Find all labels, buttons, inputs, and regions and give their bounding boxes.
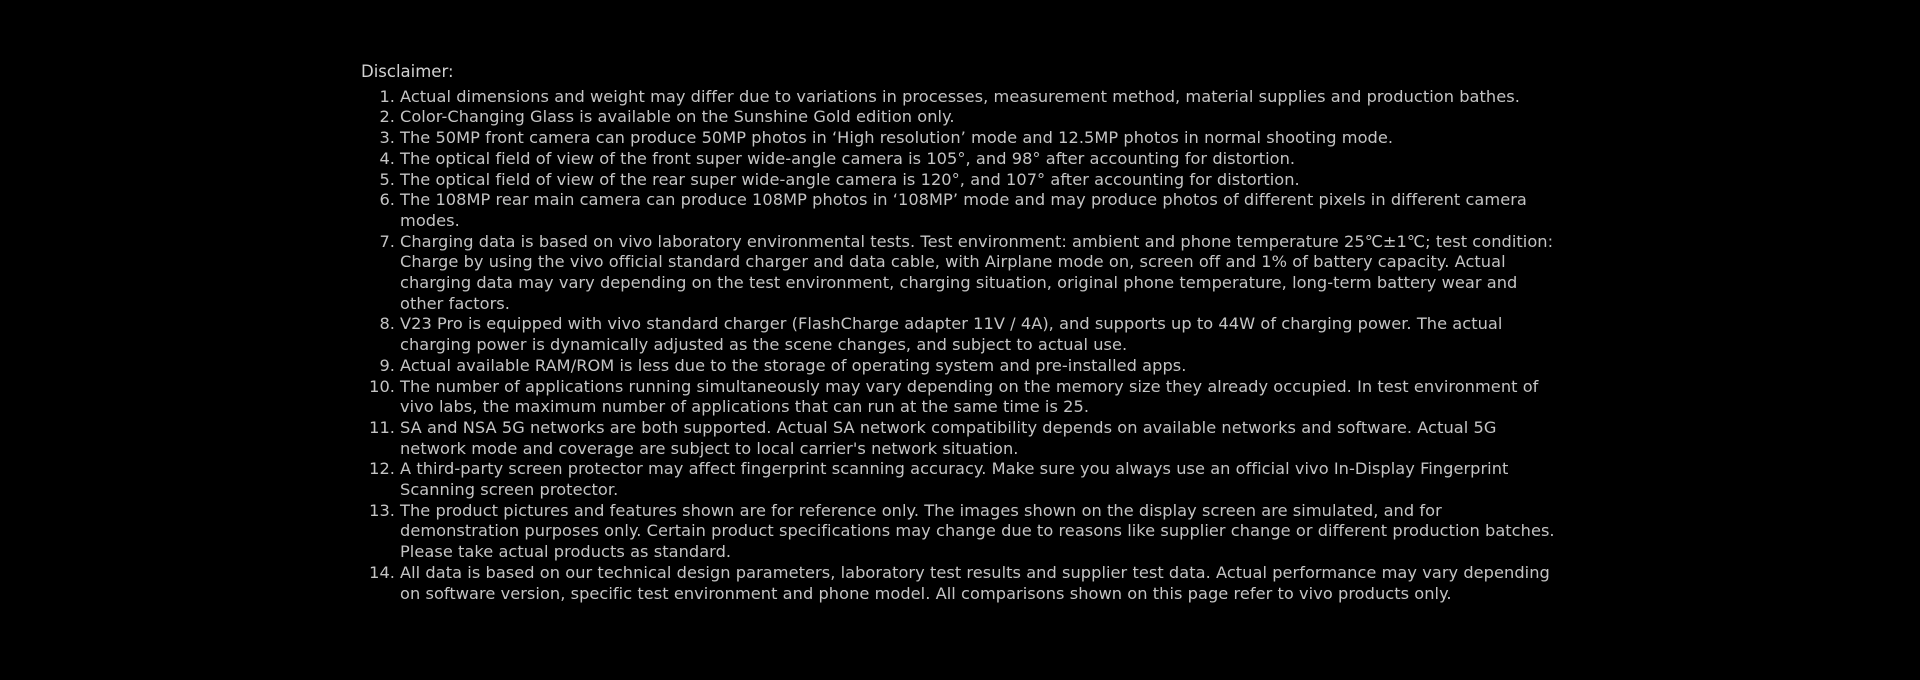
- item-number: 5.: [379, 169, 395, 189]
- item-number: 10.: [369, 376, 395, 396]
- disclaimer-item: [379, 190, 1561, 231]
- item-text: Color-Changing Glass is available on the Sunshine Gold edition only.: [400, 107, 955, 127]
- item-text: The 108MP rear main camera can produce 108MP photos in ‘108MP’ mode and may produce photos of different pixels in different camera modes.: [400, 190, 1527, 230]
- item-number: 9.: [379, 355, 395, 375]
- disclaimer-item: [369, 417, 1561, 459]
- disclaimer-item: [379, 314, 1561, 355]
- disclaimer-item: [379, 148, 1561, 170]
- item-number: 1.: [379, 86, 395, 106]
- item-number: 6.: [379, 190, 395, 210]
- item-number: 3.: [379, 128, 395, 148]
- item-number: 4.: [379, 148, 395, 168]
- item-number: 13.: [369, 500, 395, 520]
- item-text: A third-party screen protector may affect fingerprint scanning accuracy. Make sure you always use an official vivo In-Display Fingerprint Scanning screen protector.: [400, 459, 1509, 500]
- disclaimer-item: [379, 86, 1561, 108]
- disclaimer-item: [369, 562, 1561, 604]
- item-number: 7.: [379, 231, 395, 251]
- item-number: 14.: [369, 562, 395, 582]
- disclaimer-title: Disclaimer:: [361, 62, 454, 81]
- item-text: Actual available RAM/ROM is less due to the storage of operating system and pre-installed apps.: [400, 355, 1187, 375]
- disclaimer-list: [361, 87, 1561, 605]
- disclaimer-item: [379, 128, 1561, 149]
- disclaimer-section: [361, 62, 1561, 604]
- disclaimer-item: [369, 459, 1561, 500]
- item-text: All data is based on our technical design parameters, laboratory test results and supplier test data. Actual performance may vary depending on software version, specific test environment and phone model. All comparisons shown on this page refer to vivo products only.: [400, 562, 1550, 603]
- item-text: Actual dimensions and weight may differ due to variations in processes, measurement method, material supplies and production bathes.: [400, 86, 1520, 106]
- disclaimer-item: [369, 376, 1561, 418]
- item-number: 11.: [369, 417, 395, 437]
- item-text: The product pictures and features shown are for reference only. The images shown on the display screen are simulated, and for demonstration purposes only. Certain product specifications may change due to reasons like supplier change or different production batches. Please take actual products as standard.: [400, 500, 1555, 562]
- item-text: The optical field of view of the front super wide-angle camera is 105°, and 98° after accounting for distortion.: [400, 148, 1296, 168]
- item-text: The optical field of view of the rear super wide-angle camera is 120°, and 107° after accounting for distortion.: [400, 169, 1300, 189]
- item-text: V23 Pro is equipped with vivo standard charger (FlashCharge adapter 11V / 4A), and supports up to 44W of charging power. The actual charging power is dynamically adjusted as the scene changes, and subject to actual use.: [400, 314, 1503, 355]
- disclaimer-item: [379, 355, 1561, 377]
- disclaimer-item: [379, 169, 1561, 191]
- item-number: 12.: [369, 459, 395, 479]
- disclaimer-item: [379, 231, 1561, 315]
- item-text: SA and NSA 5G networks are both supported. Actual SA network compatibility depends on available networks and software. Actual 5G network mode and coverage are subject to local carrier's network situation.: [400, 417, 1497, 458]
- disclaimer-item: [379, 107, 1561, 128]
- item-text: The number of applications running simultaneously may vary depending on the memory size they already occupied. In test environment of vivo labs, the maximum number of applications that can run at the same time is 25.: [400, 376, 1539, 417]
- item-number: 8.: [379, 314, 395, 334]
- disclaimer-item: [369, 500, 1561, 563]
- item-text: Charging data is based on vivo laboratory environmental tests. Test environment: ambient and phone temperature 25℃±1℃; test condition: Charge by using the vivo official standard charger and data cable, with Airplane mode on, screen off and 1% of battery capacity. Actual charging data may vary depending on the test environment, charging situation, original phone temperature, long-term battery wear and other factors.: [400, 231, 1554, 313]
- item-text: The 50MP front camera can produce 50MP photos in ‘High resolution’ mode and 12.5MP photos in normal shooting mode.: [400, 128, 1394, 148]
- item-number: 2.: [379, 107, 395, 127]
